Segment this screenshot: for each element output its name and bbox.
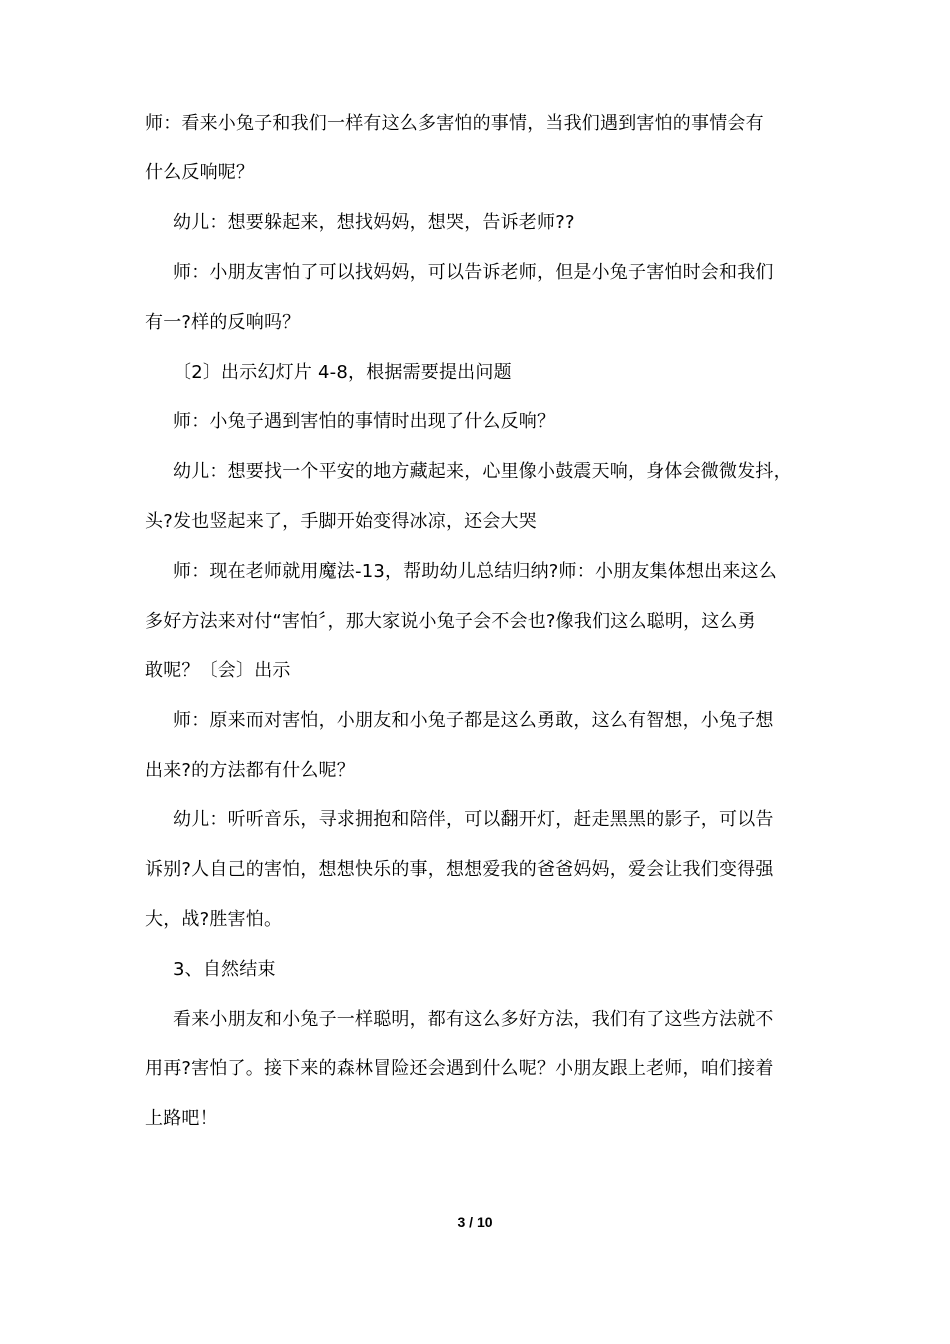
text-line: 师：看来小兔子和我们一样有这么多害怕的事情，当我们遇到害怕的事情会有 bbox=[145, 113, 764, 134]
text-line: 幼儿：想要找一个平安的地方藏起来，心里像小鼓震天响，身体会微微发抖， bbox=[173, 461, 792, 482]
text-line: 师：小朋友害怕了可以找妈妈，可以告诉老师，但是小兔子害怕时会和我们 bbox=[173, 262, 774, 283]
text-line: 什么反响呢？ bbox=[145, 162, 255, 183]
text-line: 出来?的方法都有什么呢？ bbox=[145, 760, 355, 781]
text-line: 头?发也竖起来了，手脚开始变得冰凉，还会大哭 bbox=[145, 511, 537, 532]
text-line: 敢呢？〔会〕出示 bbox=[145, 660, 291, 681]
text-line: 师：现在老师就用魔法-13，帮助幼儿总结归纳?师：小朋友集体想出来这么 bbox=[173, 561, 777, 582]
text-line: 看来小朋友和小兔子一样聪明，都有这么多好方法，我们有了这些方法就不 bbox=[173, 1009, 774, 1030]
text-line: 诉别?人自己的害怕，想想快乐的事，想想爱我的爸爸妈妈，爱会让我们变得强 bbox=[145, 859, 774, 880]
section-heading: 3、自然结束 bbox=[173, 959, 276, 980]
text-line: 幼儿：想要躲起来，想找妈妈，想哭，告诉老师?? bbox=[173, 212, 575, 233]
text-line: 多好方法来对付“害怕〞，那大家说小兔子会不会也?像我们这么聪明，这么勇 bbox=[145, 611, 756, 632]
text-line: 有一?样的反响吗？ bbox=[145, 312, 301, 333]
text-line: 幼儿：听听音乐，寻求拥抱和陪伴，可以翻开灯，赶走黑黑的影子，可以告 bbox=[173, 809, 774, 830]
text-line: 上路吧！ bbox=[145, 1108, 218, 1129]
text-line: 大，战?胜害怕。 bbox=[145, 909, 283, 930]
text-line: 师：原来而对害怕，小朋友和小兔子都是这么勇敢，这么有智想，小兔子想 bbox=[173, 710, 774, 731]
text-line: 〔2〕出示幻灯片 4-8，根据需要提出问题 bbox=[173, 362, 512, 383]
page-indicator: 3 / 10 bbox=[457, 1214, 493, 1230]
text-line: 师：小兔子遇到害怕的事情时出现了什么反响？ bbox=[173, 411, 556, 432]
text-line: 用再?害怕了。接下来的森林冒险还会遇到什么呢？小朋友跟上老师，咱们接着 bbox=[145, 1058, 774, 1079]
